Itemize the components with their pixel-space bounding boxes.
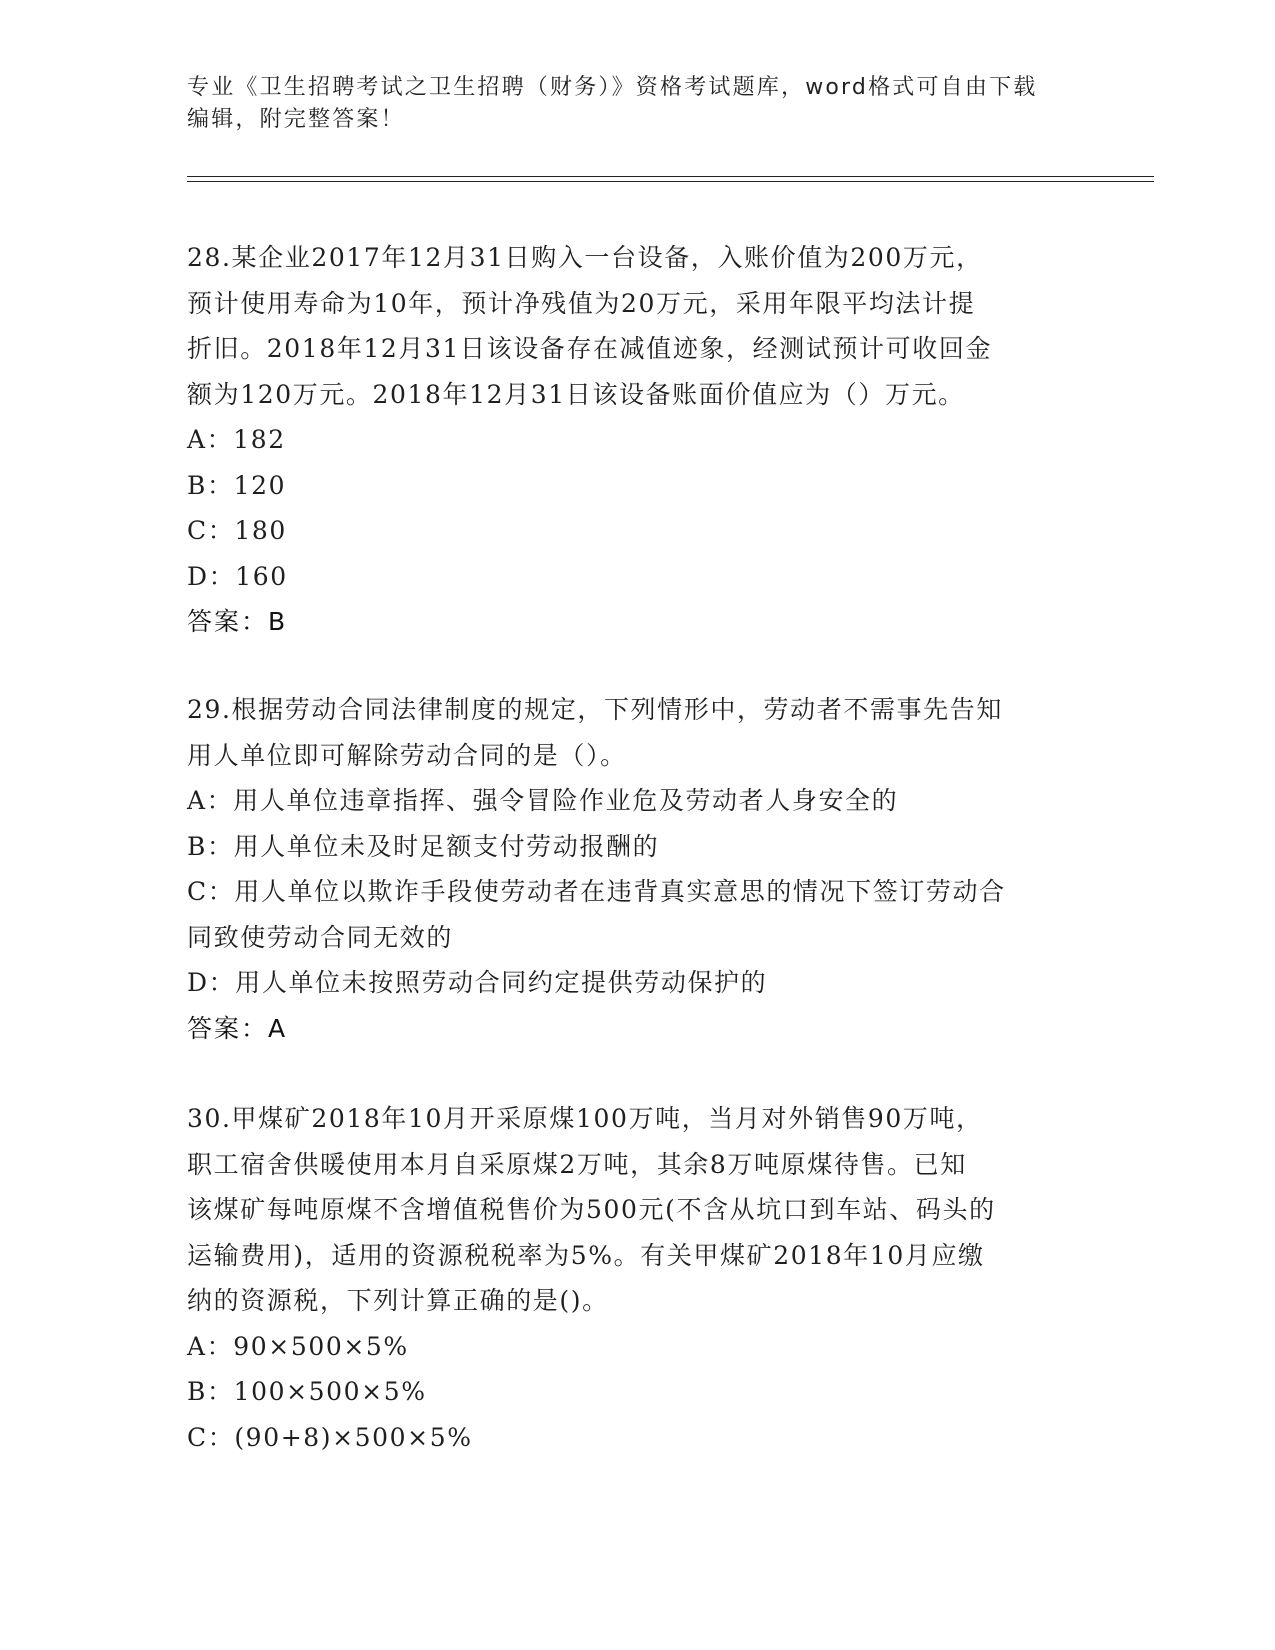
option-c: C：用人单位以欺诈手段使劳动者在违背真实意思的情况下签订劳动合 xyxy=(187,877,1006,906)
question-30 xyxy=(187,1096,1087,1460)
option-d: D：160 xyxy=(187,561,288,591)
option-c: C：180 xyxy=(187,516,287,545)
option-a: A：90×500×5% xyxy=(187,1331,409,1361)
question-stem-line: 29.根据劳动合同法律制度的规定，下列情形中，劳动者不需事先告知 xyxy=(187,695,1003,724)
question-stem-line: 折旧。2018年12月31日该设备存在减值迹象，经测试预计可收回金 xyxy=(187,334,993,363)
question-stem-line: 30.甲煤矿2018年10月开采原煤100万吨，当月对外销售90万吨， xyxy=(187,1104,983,1133)
option-a: A：182 xyxy=(187,425,286,454)
answer-label: 答案：A xyxy=(187,1013,288,1043)
answer-label: 答案：B xyxy=(187,607,288,636)
header-divider-bottom xyxy=(187,181,1154,182)
header-line-2: 编辑，附完整答案！ xyxy=(187,107,405,132)
question-stem-line: 纳的资源税，下列计算正确的是()。 xyxy=(187,1286,609,1315)
question-28 xyxy=(187,235,1087,645)
option-a: A：用人单位违章指挥、强令冒险作业危及劳动者人身安全的 xyxy=(187,786,899,815)
question-stem-line: 职工宿舍供暖使用本月自采原煤2万吨，其余8万吨原煤待售。已知 xyxy=(187,1149,967,1179)
option-c: C：(90+8)×500×5% xyxy=(187,1422,473,1452)
question-stem-line: 运输费用)，适用的资源税税率为5%。有关甲煤矿2018年10月应缴 xyxy=(187,1240,985,1270)
option-b: B：100×500×5% xyxy=(187,1377,427,1406)
question-stem-line: 28.某企业2017年12月31日购入一台设备，入账价值为200万元， xyxy=(187,243,983,272)
header-line-1: 专业《卫生招聘考试之卫生招聘（财务）》资格考试题库，word格式可自由下载 xyxy=(187,75,1038,100)
option-c-continued: 同致使劳动合同无效的 xyxy=(187,922,454,952)
question-stem-line: 该煤矿每吨原煤不含增值税售价为500元(不含从坑口到车站、码头的 xyxy=(187,1195,996,1224)
option-d: D：用人单位未按照劳动合同约定提供劳动保护的 xyxy=(187,968,768,997)
question-29 xyxy=(187,687,1087,1051)
option-b: B：120 xyxy=(187,470,287,500)
header-divider-top xyxy=(187,176,1154,177)
document-header xyxy=(187,72,1067,136)
option-b: B：用人单位未及时足额支付劳动报酬的 xyxy=(187,831,660,861)
question-stem-line: 用人单位即可解除劳动合同的是（）。 xyxy=(187,740,627,770)
question-stem-line: 预计使用寿命为10年，预计净残值为20万元，采用年限平均法计提 xyxy=(187,288,976,318)
question-stem-line: 额为120万元。2018年12月31日该设备账面价值应为（）万元。 xyxy=(187,379,965,409)
